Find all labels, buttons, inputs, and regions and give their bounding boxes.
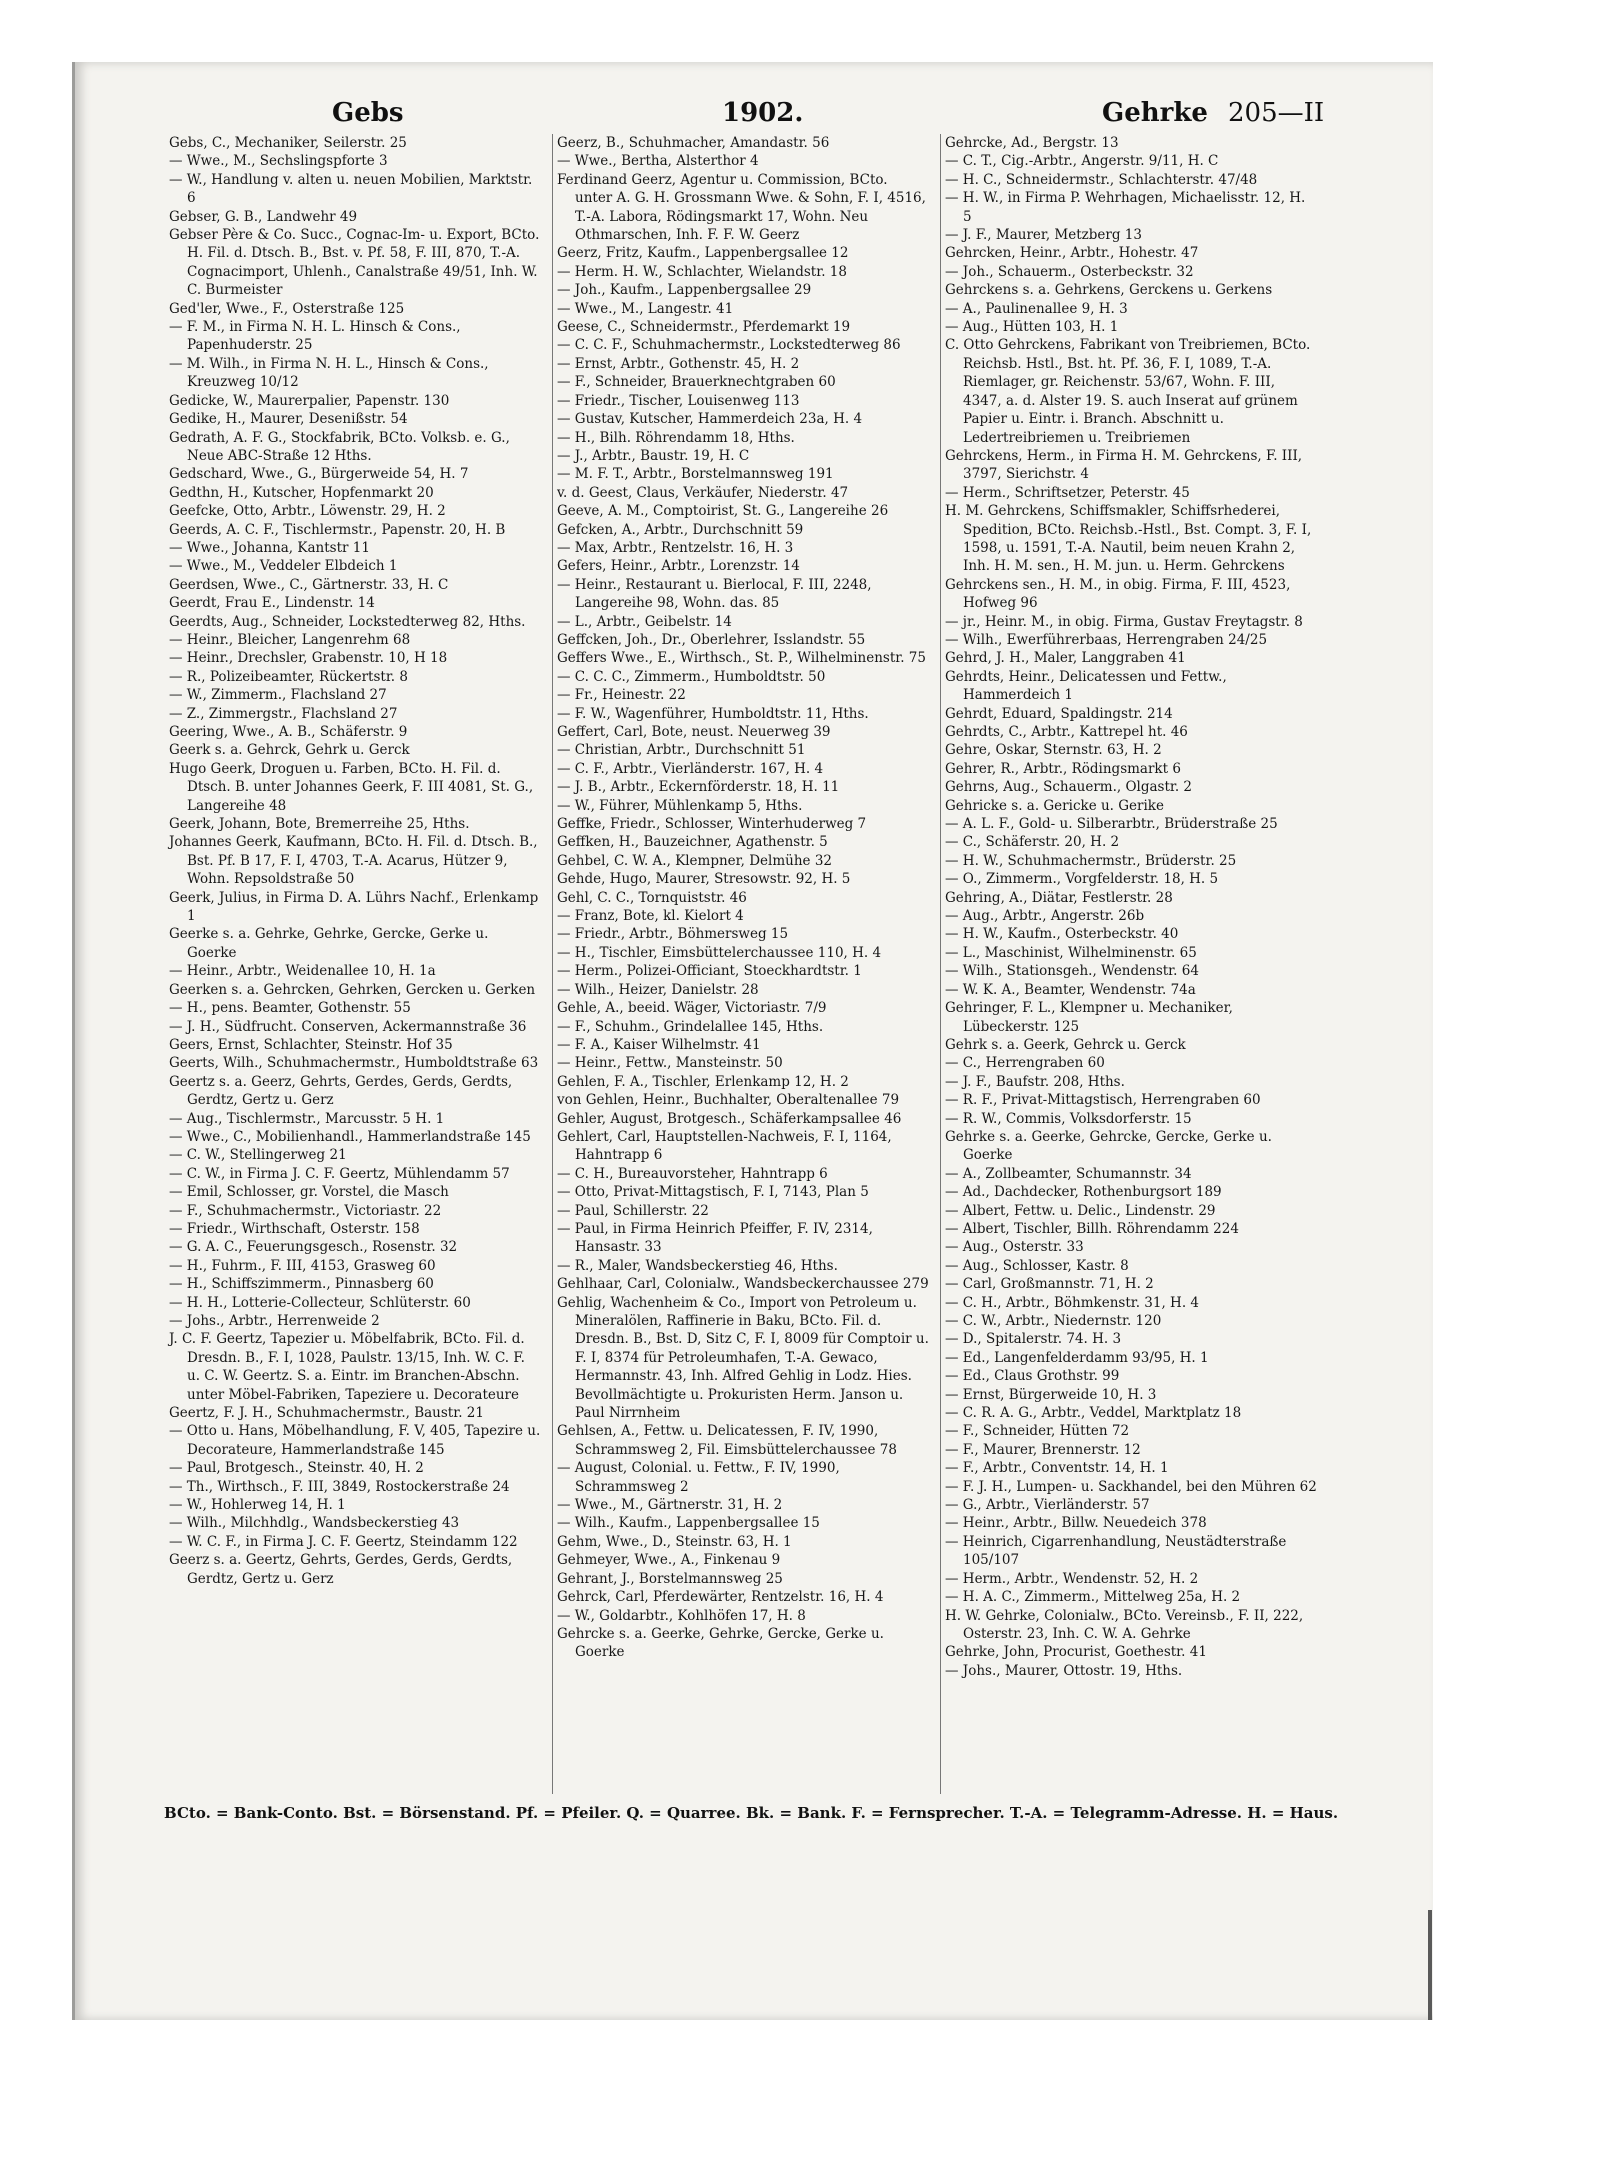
directory-entry: Hugo Geerk, Droguen u. Farben, BCto. H. Fil. d. Dtsch. B. unter Johannes Geerk, F. III 4081, St. G., Langereihe 48 <box>169 760 534 814</box>
directory-entry: — O., Zimmerm., Vorgfelderstr. 18, H. 5 <box>945 871 1219 888</box>
directory-entry: — Heinr., Bleicher, Langenrehm 68 <box>169 631 411 648</box>
page-header <box>100 98 1600 138</box>
directory-entry: — Ernst, Bürgerweide 10, H. 3 <box>945 1386 1157 1403</box>
directory-entry: — Carl, Großmannstr. 71, H. 2 <box>945 1276 1154 1293</box>
directory-entry: Gehring, A., Diätar, Festlerstr. 28 <box>945 889 1173 906</box>
directory-entry: — H. H., Lotterie-Collecteur, Schlüterstr. 60 <box>169 1294 471 1311</box>
directory-entry: Gehlen, F. A., Tischler, Erlenkamp 12, H. 2 <box>557 1073 849 1090</box>
directory-entry: — F. W., Wagenführer, Humboldtstr. 11, Hths. <box>557 705 869 722</box>
directory-entry: Gehlert, Carl, Hauptstellen-Nachweis, F. I, 1164, Hahntrapp 6 <box>557 1128 892 1164</box>
directory-entry: Geerz, B., Schuhmacher, Amandastr. 56 <box>557 135 830 151</box>
directory-entry: Geerz s. a. Geertz, Gehrts, Gerdes, Gerds, Gerdts, Gerdtz, Gertz u. Gerz <box>169 1552 513 1587</box>
directory-entry: Gehrk s. a. Geerk, Gehrck u. Gerck <box>945 1036 1186 1053</box>
directory-entry: — H. W., Schuhmachermstr., Brüderstr. 25 <box>945 852 1237 869</box>
directory-entry: — Ernst, Arbtr., Gothenstr. 45, H. 2 <box>557 355 800 372</box>
directory-entry: — Heinr., Fettw., Mansteinstr. 50 <box>557 1055 783 1072</box>
directory-entry: Gehrckens, Herm., in Firma H. M. Gehrckens, F. III, 3797, Sierichstr. 4 <box>945 447 1303 483</box>
directory-entry: Gehrant, J., Borstelmannsweg 25 <box>557 1570 783 1587</box>
directory-entry: Gehrke s. a. Geerke, Gehrcke, Gercke, Gerke u. Goerke <box>945 1128 1272 1164</box>
directory-entry: — Wwe., M., Gärtnerstr. 31, H. 2 <box>557 1497 783 1514</box>
directory-entry: Gehl, C. C., Tornquiststr. 46 <box>557 889 747 906</box>
directory-entry: Ged'ler, Wwe., F., Osterstraße 125 <box>169 300 405 317</box>
directory-entry: — F., Maurer, Brennerstr. 12 <box>945 1441 1141 1458</box>
directory-entry: Gehm, Wwe., D., Steinstr. 63, H. 1 <box>557 1533 792 1550</box>
directory-entry: — Paul, in Firma Heinrich Pfeiffer, F. IV, 2314, Hansastr. 33 <box>557 1220 873 1256</box>
directory-entry: — Ad., Dachdecker, Rothenburgsort 189 <box>945 1184 1222 1201</box>
directory-entry: — Johs., Arbtr., Herrenweide 2 <box>169 1313 380 1329</box>
directory-entry: Gehrer, R., Arbtr., Rödingsmarkt 6 <box>945 760 1181 777</box>
directory-entry: — Herm., Arbtr., Wendenstr. 52, H. 2 <box>945 1570 1199 1587</box>
directory-entry: Gehrd, J. H., Maler, Langgraben 41 <box>945 650 1186 667</box>
directory-entry: — H., Fuhrm., F. III, 4153, Grasweg 60 <box>169 1257 436 1274</box>
directory-entry: — J. B., Arbtr., Eckernförderstr. 18, H. 11 <box>557 779 840 796</box>
directory-entry: — D., Spitalerstr. 74. H. 3 <box>945 1331 1122 1348</box>
directory-entry: Gehrke, John, Procurist, Goethestr. 41 <box>945 1644 1207 1661</box>
header-page-number: 205—II <box>1228 98 1325 128</box>
header-left-catchword: Gebs <box>332 98 404 128</box>
directory-entry: Gedike, H., Maurer, Desenißstr. 54 <box>169 411 408 428</box>
directory-entry: Geerke s. a. Gehrke, Gehrke, Gercke, Gerke u. Goerke <box>169 926 489 961</box>
directory-entry: — C. H., Bureauvorsteher, Hahntrapp 6 <box>557 1165 828 1182</box>
directory-entry: — Wwe., C., Mobilienhandl., Hammerlandstraße 145 <box>169 1128 531 1145</box>
directory-entry: Gehmeyer, Wwe., A., Finkenau 9 <box>557 1552 781 1569</box>
directory-entry: — Otto u. Hans, Möbelhandlung, F. V, 405, Tapezire u. Decorateure, Hammerlandstraße 145 <box>169 1423 541 1458</box>
directory-entry: — Heinr., Restaurant u. Bierlocal, F. III, 2248, Langereihe 98, Wohn. das. 85 <box>557 576 872 612</box>
directory-entry: Gehde, Hugo, Maurer, Stresowstr. 92, H. 5 <box>557 871 851 888</box>
directory-entry: — Herm. H. W., Schlachter, Wielandstr. 18 <box>557 263 847 280</box>
directory-entry: Geering, Wwe., A. B., Schäferstr. 9 <box>169 724 408 740</box>
directory-entry: Gehringer, F. L., Klempner u. Mechaniker, Lübeckerstr. 125 <box>945 1000 1233 1035</box>
directory-column-1 <box>169 134 541 1588</box>
directory-entry: — H., pens. Beamter, Gothenstr. 55 <box>169 1000 411 1017</box>
directory-entry: — C. H., Arbtr., Böhmkenstr. 31, H. 4 <box>945 1294 1200 1311</box>
directory-entry: Geese, C., Schneidermstr., Pferdemarkt 19 <box>557 319 851 336</box>
directory-entry: — Z., Zimmergstr., Flachsland 27 <box>169 705 398 722</box>
directory-entry: Gehrcke s. a. Geerke, Gehrke, Gercke, Gerke u. Goerke <box>557 1625 884 1661</box>
directory-entry: Geerk, Johann, Bote, Bremerreihe 25, Hths. <box>169 816 470 833</box>
directory-entry: — Joh., Schauerm., Osterbeckstr. 32 <box>945 263 1194 280</box>
directory-entry: — Aug., Hütten 103, H. 1 <box>945 319 1119 336</box>
directory-entry: Geerk, Julius, in Firma D. A. Lührs Nachf., Erlenkamp 1 <box>169 889 539 925</box>
directory-entry: — Joh., Kaufm., Lappenbergsallee 29 <box>557 282 812 299</box>
directory-entry: Gehrcke, Ad., Bergstr. 13 <box>945 135 1119 151</box>
directory-entry: — M. Wilh., in Firma N. H. L., Hinsch & Cons., Kreuzweg 10/12 <box>169 355 489 391</box>
directory-entry: — Heinrich, Cigarrenhandlung, Neustädterstraße 105/107 <box>945 1533 1287 1569</box>
directory-entry: — F., Schneider, Brauerknechtgraben 60 <box>557 374 836 391</box>
header-year: 1902. <box>722 98 804 128</box>
directory-entry: — F., Arbtr., Conventstr. 14, H. 1 <box>945 1460 1169 1477</box>
directory-entry: — C. T., Cig.-Arbtr., Angerstr. 9/11, H. C <box>945 153 1219 170</box>
directory-entry: — Franz, Bote, kl. Kielort 4 <box>557 908 744 925</box>
directory-entry: — Otto, Privat-Mittagstisch, F. I, 7143, Plan 5 <box>557 1184 869 1201</box>
directory-entry: Geerz, Fritz, Kaufm., Lappenbergsallee 12 <box>557 245 849 262</box>
directory-entry: J. C. F. Geertz, Tapezier u. Möbelfabrik, BCto. Fil. d. Dresdn. B., F. I, 1028, Paulstr. 13/15, Inh. W. C. F. u. C. W. Geertz. S. a. Eintr. im Branchen-Abschn. unter Möbel-Fabriken, Tapeziere u. Decorateure <box>169 1331 525 1403</box>
directory-entry: — Emil, Schlosser, gr. Vorstel, die Masch <box>169 1184 449 1201</box>
directory-entry: Geffert, Carl, Bote, neust. Neuerweg 39 <box>557 724 831 740</box>
directory-entry: — R., Maler, Wandsbeckerstieg 46, Hths. <box>557 1257 838 1274</box>
directory-entry: Gehrdt, Eduard, Spaldingstr. 214 <box>945 705 1173 722</box>
directory-entry: — A. L. F., Gold- u. Silberarbtr., Brüderstraße 25 <box>945 816 1278 833</box>
directory-entry: Geffke, Friedr., Schlosser, Winterhuderweg 7 <box>557 816 867 833</box>
directory-entry: Gehrdts, C., Arbtr., Kattrepel ht. 46 <box>945 724 1188 740</box>
directory-entry: — Wwe., M., Sechslingspforte 3 <box>169 153 388 170</box>
directory-entry: Geerdsen, Wwe., C., Gärtnerstr. 33, H. C <box>169 576 449 593</box>
directory-entry: — Friedr., Wirthschaft, Osterstr. 158 <box>169 1220 420 1237</box>
directory-entry: — Herm., Schriftsetzer, Peterstr. 45 <box>945 484 1190 501</box>
directory-entry: — Th., Wirthsch., F. III, 3849, Rostockerstraße 24 <box>169 1478 510 1495</box>
directory-entry: Gehrcken, Heinr., Arbtr., Hohestr. 47 <box>945 245 1199 262</box>
directory-entry: — Wwe., Bertha, Alsterthor 4 <box>557 153 759 170</box>
directory-entry: — Paul, Brotgesch., Steinstr. 40, H. 2 <box>169 1460 424 1477</box>
directory-entry: Geffers Wwe., E., Wirthsch., St. P., Wilhelminenstr. 75 <box>557 650 926 667</box>
directory-entry: Ferdinand Geerz, Agentur u. Commission, BCto. unter A. G. H. Grossmann Wwe. & Sohn, F. I, 4516, T.-A. Labora, Rödingsmarkt 17, Wohn. Neu Othmarschen, Inh. F. F. W. Geerz <box>557 171 926 244</box>
directory-entry: Gebs, C., Mechaniker, Seilerstr. 25 <box>169 135 407 151</box>
directory-entry: — L., Arbtr., Geibelstr. 14 <box>557 613 732 630</box>
directory-entry: — A., Paulinenallee 9, H. 3 <box>945 300 1128 317</box>
directory-entry: — Wwe., Johanna, Kantstr 11 <box>169 539 370 556</box>
directory-entry: — J. H., Südfrucht. Conserven, Ackermannstraße 36 <box>169 1018 527 1035</box>
column-divider <box>552 134 553 1794</box>
directory-entry: — G., Arbtr., Vierländerstr. 57 <box>945 1497 1150 1514</box>
directory-entry: Gehrckens sen., H. M., in obig. Firma, F. III, 4523, Hofweg 96 <box>945 576 1291 612</box>
directory-entry: Gefers, Heinr., Arbtr., Lorenzstr. 14 <box>557 558 800 575</box>
directory-entry: — R., Polizeibeamter, Rückertstr. 8 <box>169 668 408 685</box>
directory-entry: — Friedr., Tischer, Louisenweg 113 <box>557 392 800 409</box>
directory-entry: — C. F., Arbtr., Vierländerstr. 167, H. 4 <box>557 760 824 777</box>
directory-entry: Geerts, Wilh., Schuhmachermstr., Humboldtstraße 63 <box>169 1055 539 1072</box>
directory-entry: — Christian, Arbtr., Durchschnitt 51 <box>557 742 806 759</box>
directory-entry: — G. A. C., Feuerungsgesch., Rosenstr. 32 <box>169 1239 458 1256</box>
directory-entry: — R. F., Privat-Mittagstisch, Herrengraben 60 <box>945 1092 1261 1109</box>
directory-entry: — H. C., Schneidermstr., Schlachterstr. 47/48 <box>945 171 1258 188</box>
directory-entry: Geffken, H., Bauzeichner, Agathenstr. 5 <box>557 834 828 851</box>
directory-entry: Gehre, Oskar, Sternstr. 63, H. 2 <box>945 742 1162 759</box>
directory-entry: — H., Schiffszimmerm., Pinnasberg 60 <box>169 1276 434 1293</box>
directory-entry: — C. W., Arbtr., Niedernstr. 120 <box>945 1313 1162 1329</box>
directory-entry: — Ed., Claus Grothstr. 99 <box>945 1368 1120 1385</box>
directory-entry: C. Otto Gehrckens, Fabrikant von Treibriemen, BCto. Reichsb. Hstl., Bst. ht. Pf. 36, F. I, 1089, T.-A. Riemlager, gr. Reichenstr. 53/67, Wohn. F. III, 4347, a. d. Alster 19. S. auch Inserat auf grünem Papier u. Eintr. i. Branch. Abschnitt u. Ledertreibriemen u. Treibriemen <box>945 337 1311 446</box>
directory-entry: Gehlsen, A., Fettw. u. Delicatessen, F. IV, 1990, Schrammsweg 2, Fil. Eimsbüttelerchaussee 78 <box>557 1423 897 1458</box>
directory-entry: Gefcken, A., Arbtr., Durchschnitt 59 <box>557 521 804 538</box>
directory-entry: Gehlig, Wachenheim & Co., Import von Petroleum u. Mineralölen, Raffinerie in Baku, BCto. Fil. d. Dresdn. B., Bst. D, Sitz C, F. I, 8009 für Comptoir u. F. I, 8374 für Petroleumhafen, T.-A. Gewaco, Hermannstr. 43, Inh. Alfred Gehlig in Lodz. Hies. Bevollmächtigte u. Prokuristen Herm. Janson u. Paul Nirrnheim <box>557 1294 929 1422</box>
directory-entry: Geefcke, Otto, Arbtr., Löwenstr. 29, H. 2 <box>169 503 446 520</box>
directory-entry: — C. W., Stellingerweg 21 <box>169 1147 347 1164</box>
directory-entry: Gehlhaar, Carl, Colonialw., Wandsbeckerchaussee 279 <box>557 1276 929 1293</box>
directory-entry: — F., Schneider, Hütten 72 <box>945 1423 1130 1440</box>
directory-entry: — C. C. F., Schuhmachermstr., Lockstedterweg 86 <box>557 337 901 354</box>
directory-entry: — H., Tischler, Eimsbüttelerchaussee 110, H. 4 <box>557 944 882 961</box>
directory-entry: — F. J. H., Lumpen- u. Sackhandel, bei den Mühren 62 <box>945 1478 1317 1495</box>
scan-edge-mark <box>1428 1910 1432 2020</box>
directory-entry: — Albert, Fettw. u. Delic., Lindenstr. 29 <box>945 1202 1216 1219</box>
directory-entry: Gehbel, C. W. A., Klempner, Delmühe 32 <box>557 852 833 869</box>
directory-entry: Johannes Geerk, Kaufmann, BCto. H. Fil. d. Dtsch. B., Bst. Pf. B 17, F. I, 4703, T.-A. Acarus, Hützer 9, Wohn. Repsoldstraße 50 <box>169 834 538 888</box>
directory-entry: Gedthn, H., Kutscher, Hopfenmarkt 20 <box>169 484 434 501</box>
directory-entry: — Gustav, Kutscher, Hammerdeich 23a, H. 4 <box>557 411 863 428</box>
directory-entry: Gehrdts, Heinr., Delicatessen und Fettw., Hammerdeich 1 <box>945 668 1227 704</box>
directory-entry: — C. W., in Firma J. C. F. Geertz, Mühlendamm 57 <box>169 1165 510 1182</box>
directory-entry: Geerdts, Aug., Schneider, Lockstedterweg 82, Hths. <box>169 613 526 630</box>
directory-entry: — W., Zimmerm., Flachsland 27 <box>169 687 387 704</box>
directory-entry: — A., Zollbeamter, Schumannstr. 34 <box>945 1165 1192 1182</box>
directory-entry: — Wwe., M., Veddeler Elbdeich 1 <box>169 558 398 575</box>
directory-entry: Gedschard, Wwe., G., Bürgerweide 54, H. 7 <box>169 466 469 483</box>
directory-entry: Geffcken, Joh., Dr., Oberlehrer, Isslandstr. 55 <box>557 631 866 648</box>
directory-entry: — jr., Heinr. M., in obig. Firma, Gustav Freytagstr. 8 <box>945 613 1303 630</box>
directory-entry: — Heinr., Drechsler, Grabenstr. 10, H 18 <box>169 650 448 667</box>
directory-entry: — Aug., Osterstr. 33 <box>945 1239 1084 1256</box>
directory-entry: Geerds, A. C. F., Tischlermstr., Papenstr. 20, H. B <box>169 521 506 538</box>
directory-column-3 <box>945 134 1317 1680</box>
directory-entry: Gebser, G. B., Landwehr 49 <box>169 208 358 225</box>
directory-entry: — Johs., Maurer, Ottostr. 19, Hths. <box>945 1662 1183 1679</box>
directory-entry: — W. K. A., Beamter, Wendenstr. 74a <box>945 981 1196 998</box>
directory-entry: Geertz, F. J. H., Schuhmachermstr., Baustr. 21 <box>169 1405 484 1422</box>
directory-entry: Gehricke s. a. Gericke u. Gerike <box>945 797 1164 814</box>
directory-entry: — C. C. C., Zimmerm., Humboldtstr. 50 <box>557 668 826 685</box>
directory-entry: — August, Colonial. u. Fettw., F. IV, 1990, Schrammsweg 2 <box>557 1460 840 1495</box>
header-right-catchword: Gehrke <box>1102 98 1208 128</box>
directory-entry: — W., Handlung v. alten u. neuen Mobilien, Marktstr. 6 <box>169 171 533 207</box>
directory-entry: — Heinr., Arbtr., Weidenallee 10, H. 1a <box>169 963 436 980</box>
directory-entry: — F., Schuhm., Grindelallee 145, Hths. <box>557 1018 824 1035</box>
directory-entry: Gedicke, W., Maurerpalier, Papenstr. 130 <box>169 392 450 409</box>
directory-entry: — Aug., Tischlermstr., Marcusstr. 5 H. 1 <box>169 1110 445 1127</box>
directory-entry: von Gehlen, Heinr., Buchhalter, Oberaltenallee 79 <box>557 1092 900 1109</box>
directory-entry: — Aug., Arbtr., Angerstr. 26b <box>945 908 1145 925</box>
directory-entry: — Wwe., M., Langestr. 41 <box>557 300 734 317</box>
directory-entry: Gehrckens s. a. Gehrkens, Gerckens u. Gerkens <box>945 282 1273 299</box>
directory-entry: — Paul, Schillerstr. 22 <box>557 1202 709 1219</box>
directory-entry: — W., Führer, Mühlenkamp 5, Hths. <box>557 797 803 814</box>
directory-entry: Geers, Ernst, Schlachter, Steinstr. Hof 35 <box>169 1036 453 1053</box>
directory-entry: — R. W., Commis, Volksdorferstr. 15 <box>945 1110 1192 1127</box>
column-divider <box>940 134 941 1794</box>
directory-entry: Geerdt, Frau E., Lindenstr. 14 <box>169 595 375 612</box>
directory-entry: — Aug., Schlosser, Kastr. 8 <box>945 1257 1129 1274</box>
directory-entry: — H. W., Kaufm., Osterbeckstr. 40 <box>945 926 1179 943</box>
directory-entry: — C. R. A. G., Arbtr., Veddel, Marktplatz 18 <box>945 1405 1242 1422</box>
directory-entry: — J. F., Maurer, Metzberg 13 <box>945 227 1142 244</box>
directory-column-2 <box>557 134 929 1662</box>
directory-entry: — H. A. C., Zimmerm., Mittelweg 25a, H. 2 <box>945 1589 1241 1606</box>
directory-entry: Gebser Père & Co. Succ., Cognac-Im- u. Export, BCto. H. Fil. d. Dtsch. B., Bst. v. Pf. 58, F. III, 870, T.-A. Cognacimport, Uhlenh., Canalstraße 49/51, Inh. W. C. Burmeister <box>169 227 540 299</box>
directory-entry: Geerk s. a. Gehrck, Gehrk u. Gerck <box>169 742 410 759</box>
directory-entry: — Wilh., Kaufm., Lappenbergsallee 15 <box>557 1515 820 1532</box>
directory-entry: — L., Maschinist, Wilhelminenstr. 65 <box>945 944 1197 961</box>
directory-entry: — J. F., Baufstr. 208, Hths. <box>945 1073 1125 1090</box>
directory-entry: Gehle, A., beeid. Wäger, Victoriastr. 7/9 <box>557 1000 827 1017</box>
directory-entry: Geertz s. a. Geerz, Gehrts, Gerdes, Gerds, Gerdts, Gerdtz, Gertz u. Gerz <box>169 1073 513 1109</box>
directory-entry: — Wilh., Ewerführerbaas, Herrengraben 24/25 <box>945 631 1268 648</box>
directory-entry: — M. F. T., Arbtr., Borstelmannsweg 191 <box>557 466 834 483</box>
directory-entry: — F., Schuhmachermstr., Victoriastr. 22 <box>169 1202 442 1219</box>
directory-entry: — W., Goldarbtr., Kohlhöfen 17, H. 8 <box>557 1607 806 1624</box>
directory-entry: — Herm., Polizei-Officiant, Stoeckhardtstr. 1 <box>557 963 862 980</box>
directory-entry: — H. W., in Firma P. Wehrhagen, Michaelisstr. 12, H. 5 <box>945 190 1306 225</box>
directory-entry: — Ed., Langenfelderdamm 93/95, H. 1 <box>945 1349 1209 1366</box>
directory-entry: — J., Arbtr., Baustr. 19, H. C <box>557 447 750 464</box>
directory-entry: Gedrath, A. F. G., Stockfabrik, BCto. Volksb. e. G., Neue ABC-Straße 12 Hths. <box>169 429 510 464</box>
directory-entry: Gehler, August, Brotgesch., Schäferkampsallee 46 <box>557 1110 902 1127</box>
directory-entry: H. W. Gehrke, Colonialw., BCto. Vereinsb., F. II, 222, Osterstr. 23, Inh. C. W. A. Gehrke <box>945 1607 1304 1642</box>
directory-entry: — Fr., Heinestr. 22 <box>557 687 686 704</box>
abbreviation-legend: BCto. = Bank-Conto. Bst. = Börsenstand. Pf. = Pfeiler. Q. = Quarree. Bk. = Bank. F. = Fernsprecher. T.-A. = Telegramm-Adresse. H. = Haus. <box>164 1804 1339 1822</box>
directory-entry: — Albert, Tischler, Billh. Röhrendamm 224 <box>945 1220 1239 1237</box>
directory-entry: H. M. Gehrckens, Schiffsmakler, Schiffsrhederei, Spedition, BCto. Reichsb.-Hstl., Bst. Compt. 3, F. I, 1598, u. 1591, T.-A. Nautil, beim neuen Krahn 2, Inh. H. M. sen., H. M. jun. u. Herm. Gehrckens <box>945 503 1312 575</box>
directory-entry: — Friedr., Arbtr., Böhmersweg 15 <box>557 926 789 943</box>
directory-entry: — Max, Arbtr., Rentzelstr. 16, H. 3 <box>557 539 794 556</box>
directory-entry: v. d. Geest, Claus, Verkäufer, Niederstr. 47 <box>557 484 849 501</box>
directory-entry: Geeve, A. M., Comptoirist, St. G., Langereihe 26 <box>557 503 889 520</box>
directory-entry: Gehrns, Aug., Schauerm., Olgastr. 2 <box>945 779 1193 796</box>
directory-entry: — Wilh., Stationsgeh., Wendenstr. 64 <box>945 963 1199 980</box>
directory-entry: — F. M., in Firma N. H. L. Hinsch & Cons., Papenhuderstr. 25 <box>169 319 461 354</box>
directory-entry: — Heinr., Arbtr., Billw. Neuedeich 378 <box>945 1515 1207 1532</box>
directory-entry: — C., Herrengraben 60 <box>945 1055 1105 1072</box>
directory-entry: — H., Bilh. Röhrendamm 18, Hths. <box>557 429 795 446</box>
directory-entry: — W. C. F., in Firma J. C. F. Geertz, Steindamm 122 <box>169 1533 518 1550</box>
directory-entry: — C., Schäferstr. 20, H. 2 <box>945 834 1120 851</box>
directory-entry: — Wilh., Heizer, Danielstr. 28 <box>557 981 759 998</box>
directory-entry: — F. A., Kaiser Wilhelmstr. 41 <box>557 1036 761 1053</box>
directory-entry: Geerken s. a. Gehrcken, Gehrken, Gercken u. Gerken <box>169 981 536 998</box>
directory-entry: Gehrck, Carl, Pferdewärter, Rentzelstr. 16, H. 4 <box>557 1589 884 1606</box>
directory-entry: — Wilh., Milchhdlg., Wandsbeckerstieg 43 <box>169 1515 460 1532</box>
directory-entry: — W., Hohlerweg 14, H. 1 <box>169 1497 346 1514</box>
